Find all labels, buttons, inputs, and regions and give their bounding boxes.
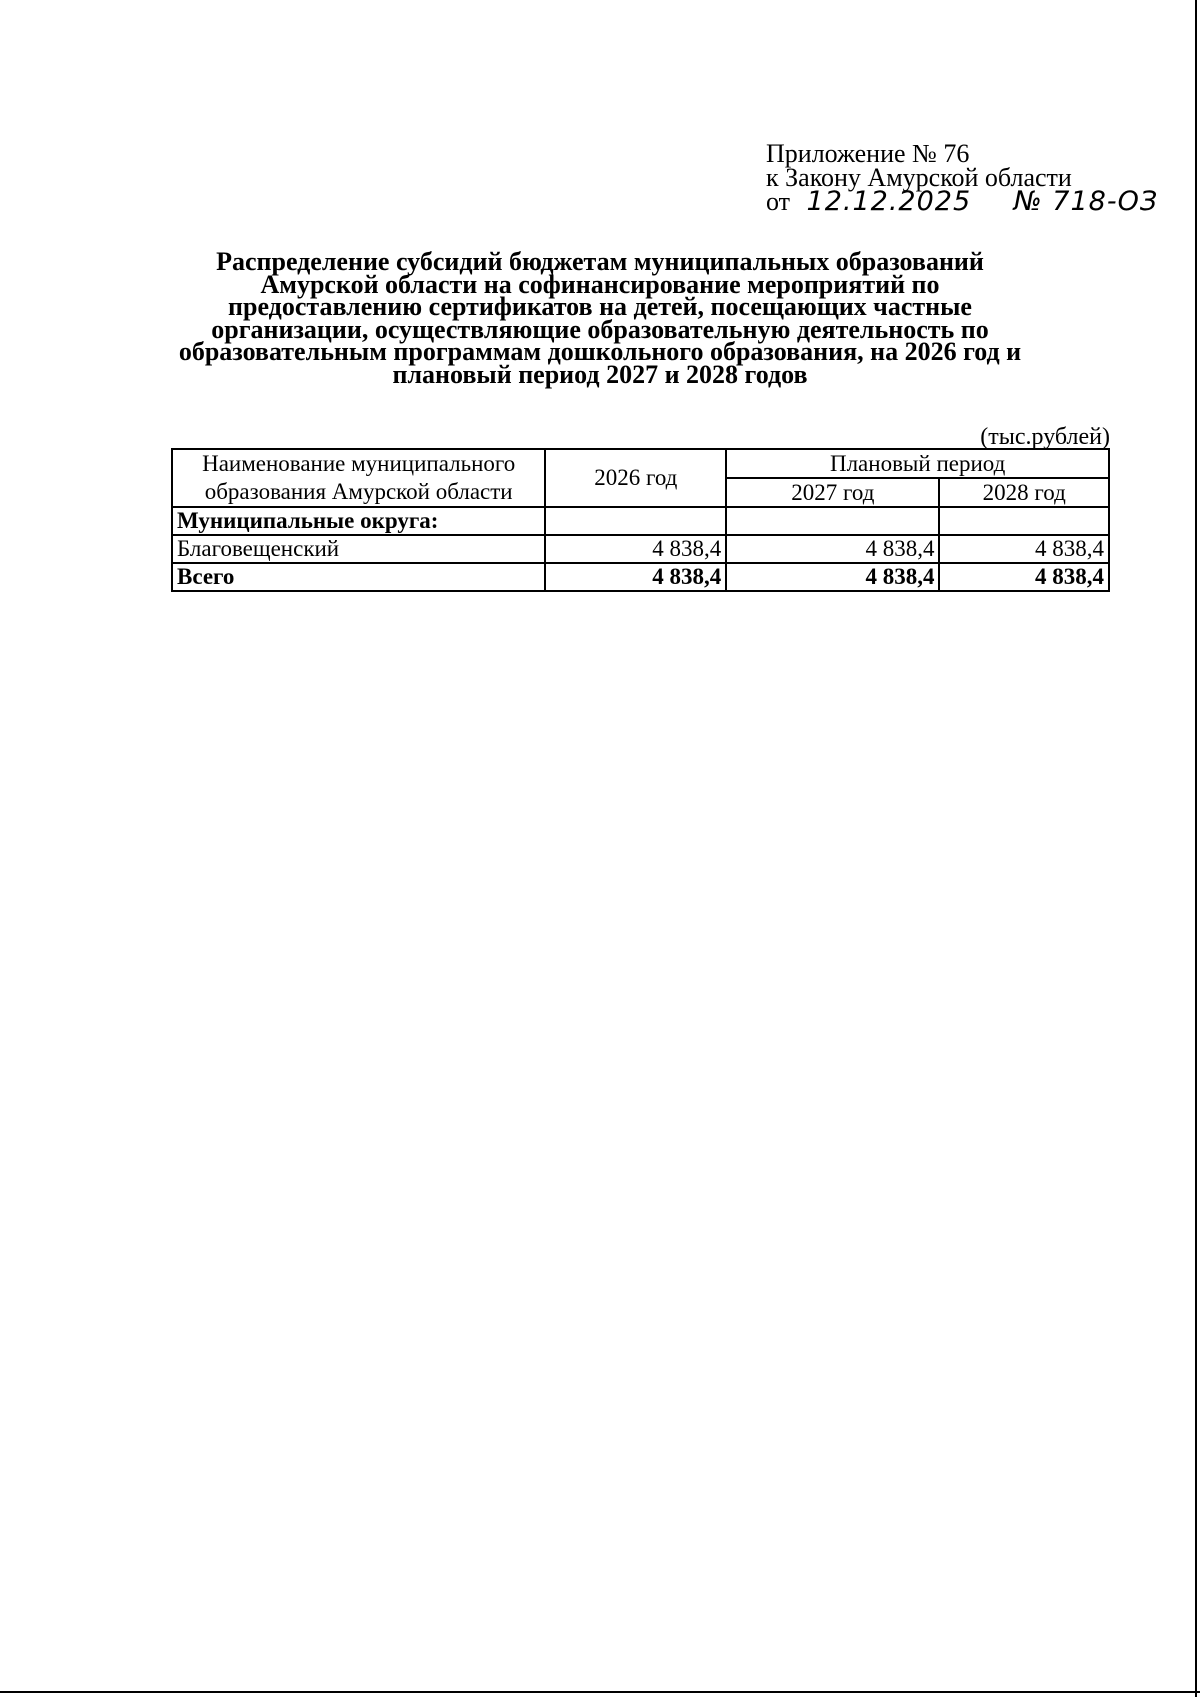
header-name-line: Наименование муниципального bbox=[202, 451, 516, 476]
section-label: Муниципальные округа: bbox=[172, 507, 545, 535]
header-municipality-name bbox=[172, 449, 545, 507]
header-year-2028: 2028 год bbox=[939, 478, 1109, 507]
total-value-2028: 4 838,4 bbox=[939, 563, 1109, 591]
total-value-2027: 4 838,4 bbox=[726, 563, 939, 591]
title-line: образовательным программам дошкольного образования, на 2026 год и bbox=[178, 337, 1022, 366]
handwritten-date: 12.12.2025 bbox=[806, 186, 972, 217]
subsidy-table bbox=[171, 448, 1110, 592]
row-value-2028: 4 838,4 bbox=[939, 535, 1109, 563]
total-label: Всего bbox=[172, 563, 545, 591]
appendix-header bbox=[766, 139, 1159, 217]
header-name-line: образования Амурской области bbox=[204, 479, 513, 504]
empty-cell bbox=[545, 507, 726, 535]
scan-edge-bottom bbox=[0, 1691, 1200, 1693]
law-date-line bbox=[766, 186, 1159, 217]
title-line: Амурской области на софинансирование мероприятий по bbox=[260, 269, 940, 299]
row-value-2027: 4 838,4 bbox=[726, 535, 939, 563]
total-value-2026: 4 838,4 bbox=[545, 563, 726, 591]
header-year-2027: 2027 год bbox=[726, 478, 939, 507]
title-line: Распределение субсидий бюджетам муниципальных образований bbox=[216, 247, 984, 276]
title-line: предоставлению сертификатов на детей, посещающих частные bbox=[228, 292, 972, 321]
scan-edge-right bbox=[1195, 0, 1197, 1697]
header-planning-period: Плановый период bbox=[726, 449, 1109, 478]
header-year-2026: 2026 год bbox=[545, 449, 726, 507]
date-prefix: от bbox=[766, 187, 791, 216]
table-header-row bbox=[172, 449, 1109, 478]
law-reference: к Закону Амурской области bbox=[766, 163, 1072, 192]
table-row bbox=[172, 535, 1109, 563]
row-municipality-name: Благовещенский bbox=[172, 535, 545, 563]
document-title bbox=[150, 247, 1050, 389]
row-value-2026: 4 838,4 bbox=[545, 535, 726, 563]
section-row bbox=[172, 507, 1109, 535]
total-row bbox=[172, 563, 1109, 591]
appendix-number: Приложение № 76 bbox=[766, 139, 970, 168]
empty-cell bbox=[726, 507, 939, 535]
units-label: (тыс.рублей) bbox=[980, 424, 1110, 450]
empty-cell bbox=[939, 507, 1109, 535]
title-line: организации, осуществляющие образовательную деятельность по bbox=[211, 314, 989, 344]
handwritten-law-number: № 718-ОЗ bbox=[1013, 186, 1159, 217]
title-line: плановый период 2027 и 2028 годов bbox=[392, 359, 808, 389]
